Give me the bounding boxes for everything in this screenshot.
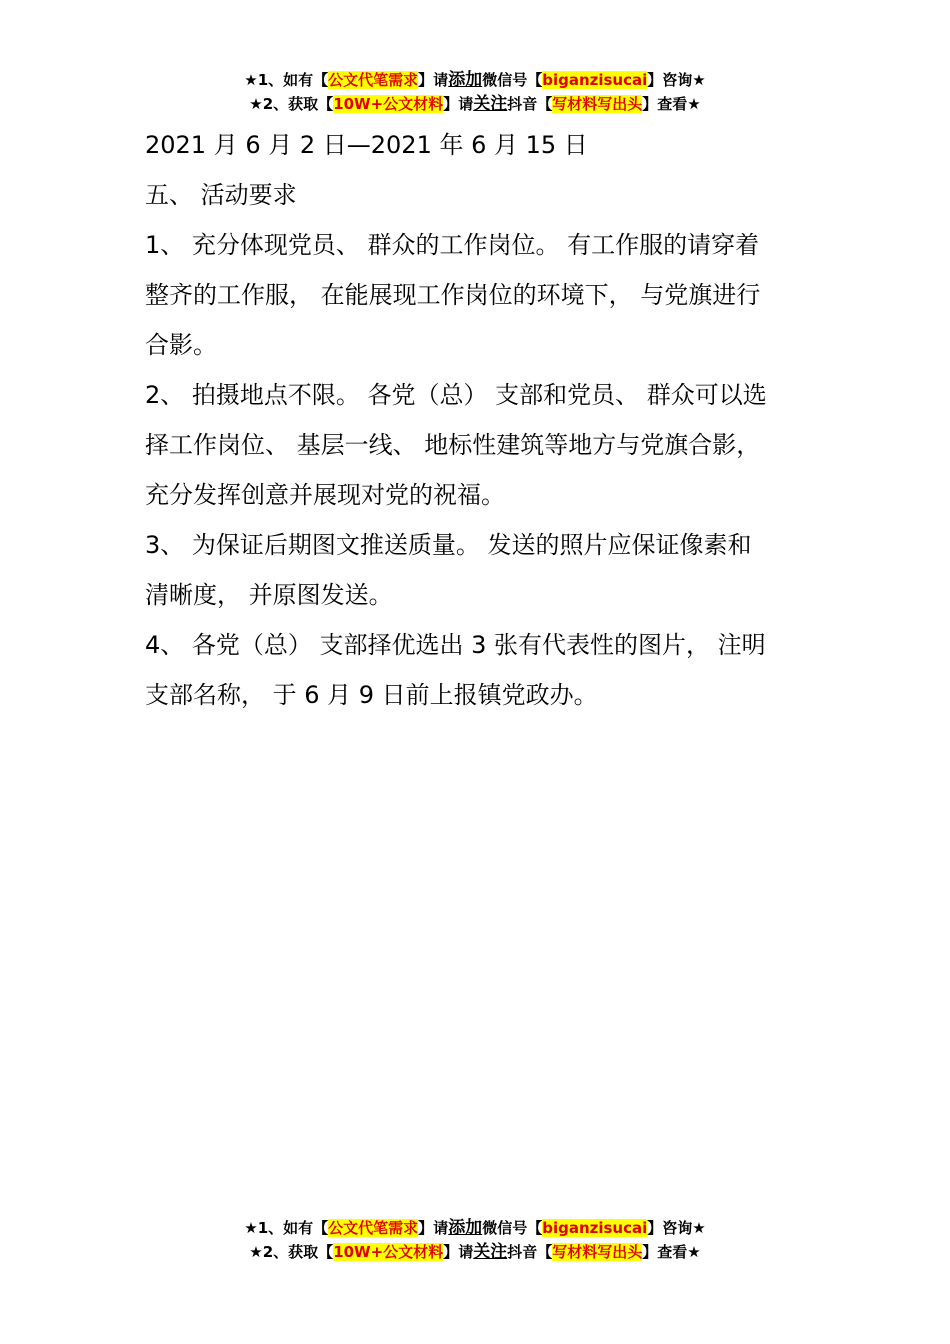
section-heading: 五、 活动要求 (145, 181, 297, 209)
banner-text: 】咨询★ (647, 1219, 706, 1237)
paragraph-line: 1、 充分体现党员、 群众的工作岗位。 有工作服的请穿着 (145, 231, 760, 259)
banner-text: 】咨询★ (647, 71, 706, 89)
banner-text: 抖音【 (507, 1243, 553, 1261)
banner-highlight: biganzisucai (542, 1219, 648, 1237)
banner-text: 微信号【 (482, 71, 543, 89)
banner-highlight: 公文代笔需求 (328, 1219, 419, 1237)
footer-banner (0, 1216, 950, 1264)
document-body (145, 120, 810, 720)
paragraph-line: 支部名称， 于 6 月 9 日前上报镇党政办。 (145, 681, 598, 709)
banner-text: 】请 (443, 95, 474, 113)
banner-text: ★2、获取【 (249, 1243, 334, 1261)
banner-line-1 (0, 1216, 950, 1240)
banner-text: ★1、如有【 (244, 71, 329, 89)
banner-text: ★1、如有【 (244, 1219, 329, 1237)
banner-text: 】查看★ (642, 95, 701, 113)
paragraph-line: 3、 为保证后期图文推送质量。 发送的照片应保证像素和 (145, 531, 752, 559)
date-range: 2021 月 6 月 2 日—2021 年 6 月 15 日 (145, 131, 588, 159)
paragraph-line: 整齐的工作服， 在能展现工作岗位的环境下， 与党旗进行 (145, 281, 761, 309)
banner-underlined-text: 添加 (448, 70, 483, 90)
paragraph-line: 合影。 (145, 331, 217, 359)
banner-highlight: 写材料写出头 (552, 95, 643, 113)
banner-text: 微信号【 (482, 1219, 543, 1237)
banner-underlined-text: 关注 (473, 94, 508, 114)
banner-highlight: 10W+公文材料 (333, 1243, 444, 1261)
banner-underlined-text: 关注 (473, 1242, 508, 1262)
banner-highlight: 写材料写出头 (552, 1243, 643, 1261)
paragraph-line: 择工作岗位、 基层一线、 地标性建筑等地方与党旗合影， (145, 431, 761, 459)
header-banner (0, 68, 950, 116)
banner-text: ★2、获取【 (249, 95, 334, 113)
banner-highlight: 公文代笔需求 (328, 71, 419, 89)
banner-text: 】请 (418, 1219, 449, 1237)
banner-text: 】请 (418, 71, 449, 89)
paragraph-line: 4、 各党（总） 支部择优选出 3 张有代表性的图片， 注明 (145, 631, 766, 659)
banner-text: 抖音【 (507, 95, 553, 113)
banner-text: 】请 (443, 1243, 474, 1261)
banner-highlight: 10W+公文材料 (333, 95, 444, 113)
banner-line-2 (0, 92, 950, 116)
paragraph-line: 清晰度， 并原图发送。 (145, 581, 393, 609)
banner-highlight: biganzisucai (542, 71, 648, 89)
banner-text: 】查看★ (642, 1243, 701, 1261)
banner-line-1 (0, 68, 950, 92)
banner-line-2 (0, 1240, 950, 1264)
paragraph-line: 2、 拍摄地点不限。 各党（总） 支部和党员、 群众可以选 (145, 381, 767, 409)
banner-underlined-text: 添加 (448, 1218, 483, 1238)
paragraph-line: 充分发挥创意并展现对党的祝福。 (145, 481, 505, 509)
